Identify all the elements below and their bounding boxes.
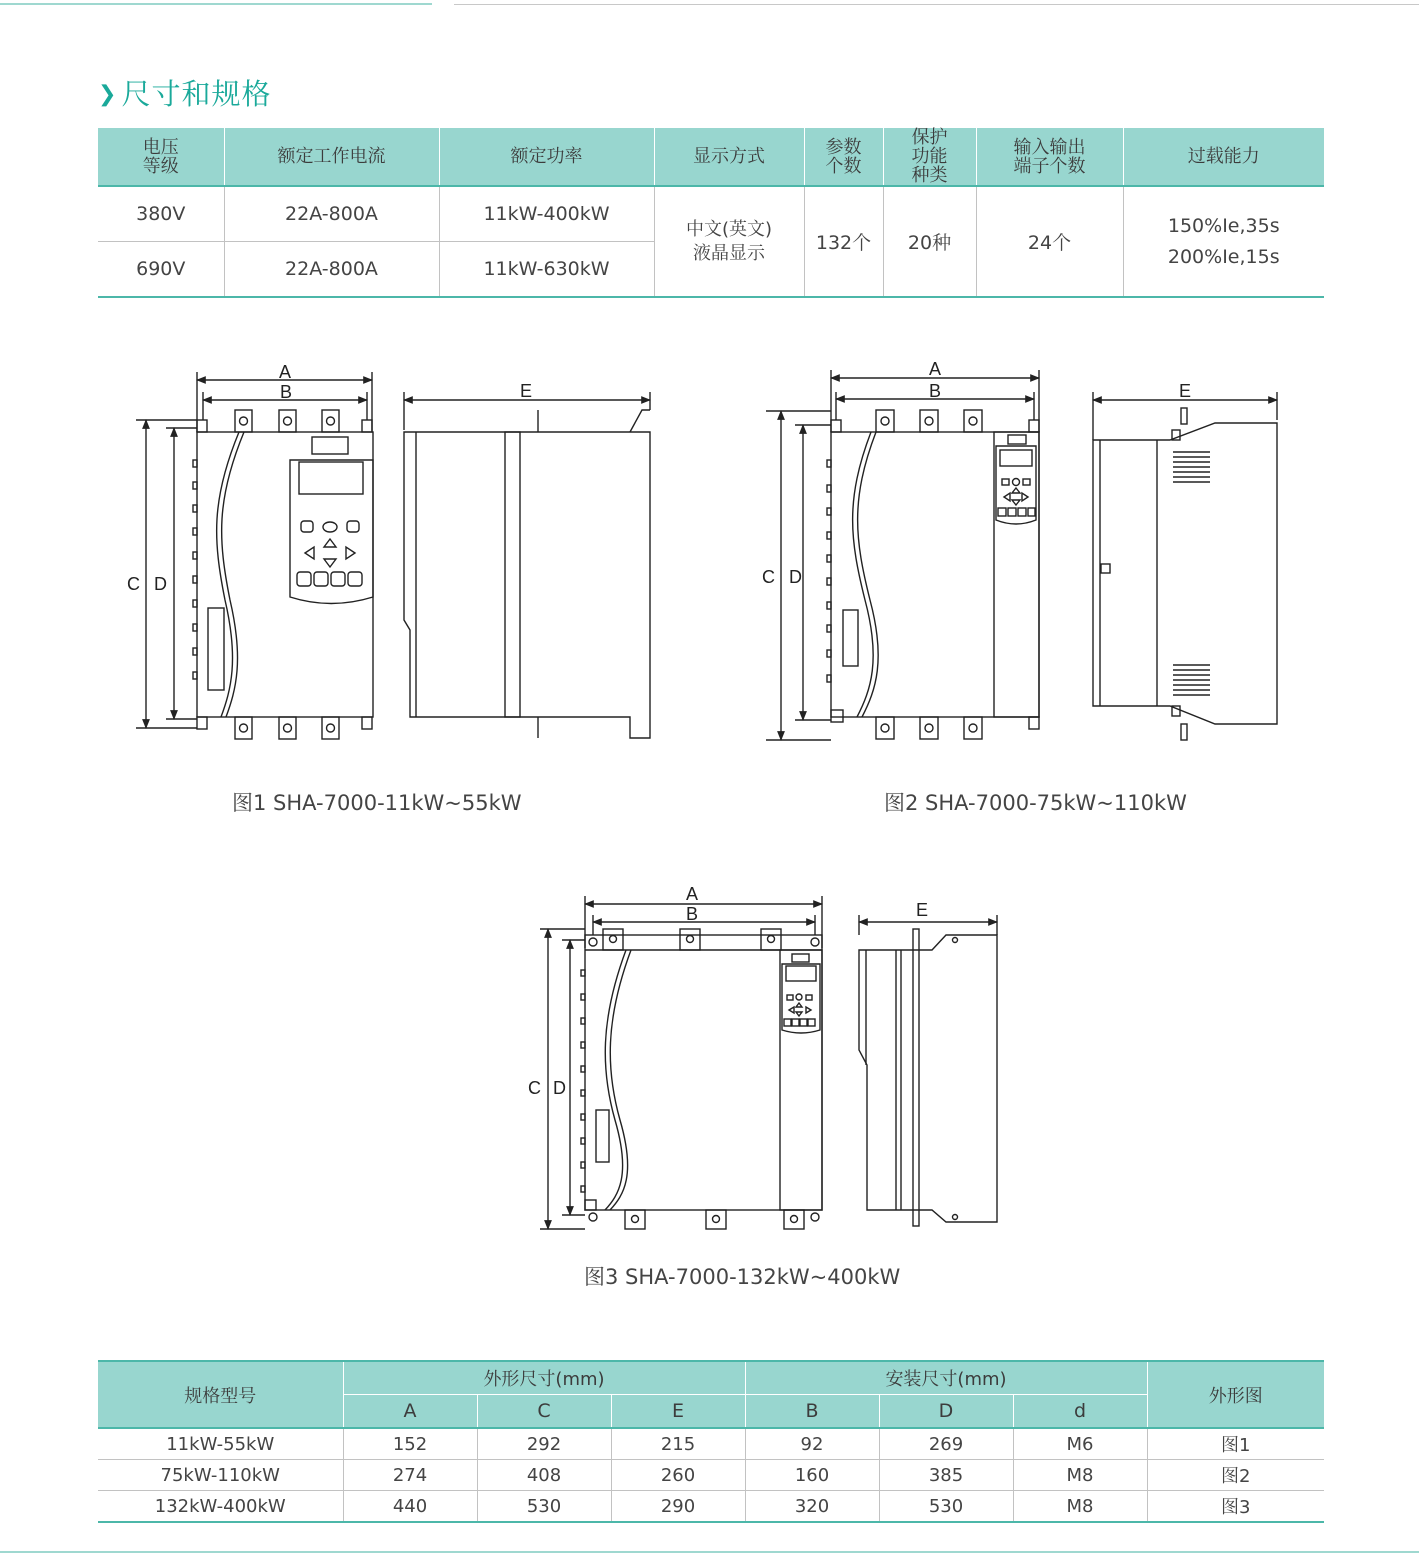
current-cell: 22A-800A (224, 242, 439, 298)
voltage-cell: 690V (98, 242, 224, 298)
figure-cell: 图2 (1147, 1460, 1324, 1491)
figure-1-caption: 图1 SHA-7000-11kW~55kW (232, 791, 522, 815)
model-cell: 11kW-55kW (98, 1428, 343, 1460)
header-outer-size: 外形尺寸(mm) (343, 1361, 745, 1395)
a-cell: 440 (343, 1491, 477, 1523)
model-cell: 75kW-110kW (98, 1460, 343, 1491)
overload-cell: 150%Ie,35s 200%Ie,15s (1123, 186, 1324, 297)
bolt-cell: M6 (1013, 1428, 1147, 1460)
params-cell: 132个 (804, 186, 883, 297)
dim-label-d: D (553, 1078, 566, 1098)
a-cell: 152 (343, 1428, 477, 1460)
dim-label-c: C (762, 567, 775, 587)
figure-cell: 图3 (1147, 1491, 1324, 1523)
dim-label-e: E (1179, 381, 1192, 401)
dim-label-b: B (686, 904, 699, 924)
dim-label-e: E (916, 900, 929, 920)
dim-label-b: B (280, 382, 293, 402)
bolt-cell: M8 (1013, 1460, 1147, 1491)
b-cell: 320 (745, 1491, 879, 1523)
header-protection: 保护 功能 种类 (883, 128, 976, 186)
display-cell: 中文(英文) 液晶显示 (654, 186, 804, 297)
voltage-cell: 380V (98, 186, 224, 242)
table-row (98, 1491, 1324, 1523)
header-power: 额定功率 (439, 128, 654, 186)
power-cell: 11kW-400kW (439, 186, 654, 242)
bottom-rule (0, 1551, 1419, 1553)
table-row (98, 1460, 1324, 1491)
d-cell: 269 (879, 1428, 1013, 1460)
power-cell: 11kW-630kW (439, 242, 654, 298)
header-display: 显示方式 (654, 128, 804, 186)
a-cell: 274 (343, 1460, 477, 1491)
size-header-row (98, 1361, 1324, 1395)
header-current: 额定工作电流 (224, 128, 439, 186)
terminals-cell: 24个 (976, 186, 1123, 297)
current-cell: 22A-800A (224, 186, 439, 242)
b-cell: 92 (745, 1428, 879, 1460)
header-model: 规格型号 (98, 1361, 343, 1428)
figure-cell: 图1 (1147, 1428, 1324, 1460)
dim-label-a: A (279, 362, 292, 382)
figure-2-front-view (766, 370, 1039, 740)
subheader-small-d: d (1013, 1395, 1147, 1429)
dim-label-c: C (528, 1078, 541, 1098)
dim-label-b: B (929, 381, 942, 401)
header-overload: 过载能力 (1123, 128, 1324, 186)
header-voltage: 电压 等级 (98, 128, 224, 186)
figure-3-side-view (859, 915, 997, 1226)
e-cell: 260 (611, 1460, 745, 1491)
figure-1-front-view (136, 372, 373, 739)
figure-1-side-view (404, 392, 650, 738)
c-cell: 530 (477, 1491, 611, 1523)
c-cell: 408 (477, 1460, 611, 1491)
figure-2-side-view (1093, 392, 1277, 740)
protection-cell: 20种 (883, 186, 976, 297)
dim-label-c: C (127, 574, 140, 594)
dim-label-d: D (154, 574, 167, 594)
dim-label-a: A (686, 884, 699, 904)
subheader-e: E (611, 1395, 745, 1429)
subheader-c: C (477, 1395, 611, 1429)
subheader-a: A (343, 1395, 477, 1429)
dim-label-e: E (520, 381, 533, 401)
header-mount-size: 安装尺寸(mm) (745, 1361, 1147, 1395)
header-params: 参数 个数 (804, 128, 883, 186)
size-table (98, 1360, 1324, 1523)
dim-label-d: D (789, 567, 802, 587)
figure-3-caption: 图3 SHA-7000-132kW~400kW (584, 1265, 901, 1289)
figure-2-caption: 图2 SHA-7000-75kW~110kW (884, 791, 1187, 815)
dim-label-a: A (929, 359, 942, 379)
d-cell: 530 (879, 1491, 1013, 1523)
header-figure: 外形图 (1147, 1361, 1324, 1428)
figure-3-front-view (540, 896, 822, 1229)
c-cell: 292 (477, 1428, 611, 1460)
subheader-d: D (879, 1395, 1013, 1429)
subheader-b: B (745, 1395, 879, 1429)
bolt-cell: M8 (1013, 1491, 1147, 1523)
d-cell: 385 (879, 1460, 1013, 1491)
e-cell: 215 (611, 1428, 745, 1460)
table-row (98, 1428, 1324, 1460)
header-terminals: 输入输出 端子个数 (976, 128, 1123, 186)
b-cell: 160 (745, 1460, 879, 1491)
model-cell: 132kW-400kW (98, 1491, 343, 1523)
e-cell: 290 (611, 1491, 745, 1523)
chevron-right-icon: ❯ (98, 82, 118, 107)
section-title: 尺寸和规格 (121, 77, 272, 111)
